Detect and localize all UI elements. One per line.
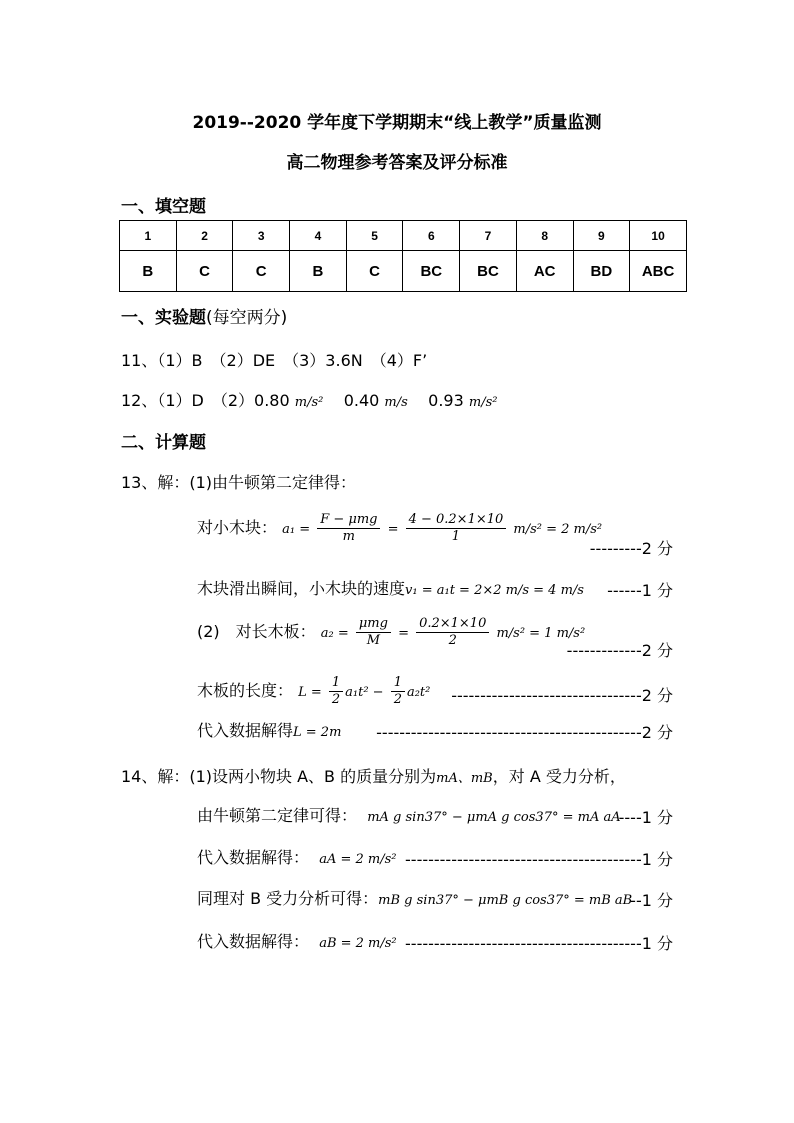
answer-table-header-cell: 1 — [120, 221, 177, 251]
numerator: F − μmg — [317, 512, 380, 529]
section-heading-experiment — [121, 303, 287, 328]
q14-line2-eq: aA = 2 m/s² — [319, 852, 397, 867]
q12-value-3: 0.93 — [428, 391, 464, 410]
answer-table-cell: B — [120, 251, 177, 292]
section-heading-fill: 一、填空题 — [121, 197, 206, 217]
q13-line4-term1: a₁t² − — [345, 685, 384, 700]
q14-intro — [121, 764, 626, 787]
q14-intro-masses: mA、mB — [436, 771, 493, 786]
q14-line4 — [197, 929, 397, 952]
answer-table-header-cell: 5 — [346, 221, 403, 251]
q13-line4 — [197, 675, 430, 708]
q13-line4-label: 木板的长度： — [197, 681, 294, 700]
denominator: m — [342, 529, 355, 544]
numerator: 0.2×1×10 — [416, 616, 489, 633]
q13-line5 — [197, 718, 341, 741]
denominator: 2 — [331, 692, 341, 707]
q14-line3-eq: mB g sin37° − μmB g cos37° = mB aB — [378, 893, 633, 908]
answer-table-cell: ABC — [630, 251, 687, 292]
answer-table-header-cell: 6 — [403, 221, 460, 251]
answer-table-cell: BC — [403, 251, 460, 292]
q13-line2-score: ------1 分 — [607, 581, 673, 600]
q13-line2-eq: v₁ = a₁t = 2×2 m/s = 4 m/s — [405, 583, 584, 598]
answer-table-header-cell: 7 — [460, 221, 517, 251]
q13-line5-eq: L = 2m — [293, 725, 342, 740]
q12-answer — [121, 388, 497, 411]
answer-table-header-cell: 4 — [290, 221, 347, 251]
answer-table-cell: C — [176, 251, 233, 292]
q14-line2 — [197, 845, 396, 868]
answer-table-cell: C — [233, 251, 290, 292]
q14-line1 — [197, 803, 621, 826]
q12-value-2: 0.40 — [343, 391, 380, 410]
q11-answer: 11、（1）B （2）DE （3）3.6N （4）F’ — [121, 351, 428, 370]
answer-table-cell: B — [290, 251, 347, 292]
numerator: 1 — [391, 675, 405, 692]
page-title: 2019--2020 学年度下学期期末“线上教学”质量监测 — [192, 113, 602, 133]
q13-line4-lhs: L = — [298, 685, 322, 700]
q14-line3-score: --1 分 — [630, 891, 673, 910]
q12-unit-1: m/s² — [294, 395, 324, 410]
q14-line3-label: 同理对 B 受力分析可得： — [197, 889, 379, 908]
page-subtitle: 高二物理参考答案及评分标准 — [286, 153, 508, 173]
fraction — [317, 512, 380, 545]
section-note: (每空两分) — [206, 308, 288, 328]
q14-line1-score: ----1 分 — [618, 808, 673, 827]
answer-table-cell: BC — [460, 251, 517, 292]
q13-line5-label: 代入数据解得 — [197, 721, 294, 740]
q14-line2-label: 代入数据解得： — [197, 848, 310, 867]
q14-line1-eq: mA g sin37° − μmA g cos37° = mA aA — [367, 810, 621, 825]
answer-table-cell: BD — [573, 251, 630, 292]
q13-line1-label: 对小木块： — [197, 518, 278, 537]
q13-line3: (2) 对长木板： a₂ = $\frac{\text{μmg}}{M}$ = $\frac{0.2\times 1\times 10}{2}$ m/s² = 1 m/s² — [197, 616, 586, 648]
q14-line4-label: 代入数据解得： — [197, 932, 310, 951]
answer-table-header-cell: 2 — [176, 221, 233, 251]
answer-table-header-row — [120, 221, 687, 251]
q14-line2-score: -----------------------------------------1 分 — [405, 850, 673, 869]
section-heading-calc: 二、计算题 — [121, 433, 206, 453]
q14-intro-tail: ，对 A 受力分析， — [492, 767, 626, 786]
q13-intro: 13、解：(1)由牛顿第二定律得： — [121, 473, 357, 492]
answer-table-header-cell: 9 — [573, 221, 630, 251]
q12-unit-2: m/s — [384, 395, 408, 410]
q13-line4-score: ---------------------------------2 分 — [451, 686, 673, 705]
numerator: μmg — [356, 616, 391, 633]
answer-table-cell: C — [346, 251, 403, 292]
q13-line1-tail: m/s² = 2 m/s² — [513, 522, 603, 537]
q13-line3-label: (2) 对长木板： — [197, 622, 316, 641]
q13-line3-score: -------------2 分 — [566, 641, 673, 660]
q13-line4-term2: a₂t² — [406, 685, 431, 700]
fraction — [329, 675, 343, 708]
denominator: M — [366, 633, 381, 648]
answer-table-header-cell: 8 — [516, 221, 573, 251]
q14-line4-eq: aB = 2 m/s² — [319, 936, 397, 951]
denominator: 1 — [451, 529, 461, 544]
numerator: 1 — [329, 675, 343, 692]
fraction — [406, 512, 507, 545]
answer-table — [119, 220, 687, 292]
q13-line1: 对小木块： a₁ = $\frac{\text{F − μmg}}{m}$ = $\frac{4 - 0.2\times 1\times 10}{1}$ m/s² = 2 m/s² — [197, 512, 603, 544]
q13-line3-lhs: a₂ = — [320, 626, 349, 641]
answer-table-answer-row — [120, 251, 687, 292]
q14-line3 — [197, 886, 632, 909]
section-heading-text: 一、实验题 — [121, 308, 206, 328]
answer-table-cell: AC — [516, 251, 573, 292]
fraction — [391, 675, 405, 708]
q14-line1-label: 由牛顿第二定律可得： — [197, 806, 358, 825]
q13-line5-score: ----------------------------------------------2 分 — [376, 723, 673, 742]
q14-line4-score: -----------------------------------------1 分 — [405, 934, 673, 953]
denominator: 2 — [393, 692, 402, 707]
q14-intro-text: 14、解：(1)设两小物块 A、B 的质量分别为 — [121, 767, 437, 786]
q12-prefix: 12、（1）D （2）0.80 — [121, 391, 290, 410]
q13-line3-tail: m/s² = 1 m/s² — [496, 626, 586, 641]
q13-line2-label: 木块滑出瞬间，小木块的速度 — [197, 579, 406, 598]
q13-line1-score: ---------2 分 — [589, 539, 673, 558]
answer-table-header-cell: 3 — [233, 221, 290, 251]
q13-line1-lhs: a₁ = — [282, 522, 311, 537]
fraction — [356, 616, 391, 649]
q12-unit-3: m/s² — [468, 395, 498, 410]
denominator: 2 — [448, 633, 457, 648]
fraction — [416, 616, 489, 649]
q13-line2 — [197, 576, 584, 599]
numerator: 4 − 0.2×1×10 — [406, 512, 507, 529]
answer-table-header-cell: 10 — [630, 221, 687, 251]
